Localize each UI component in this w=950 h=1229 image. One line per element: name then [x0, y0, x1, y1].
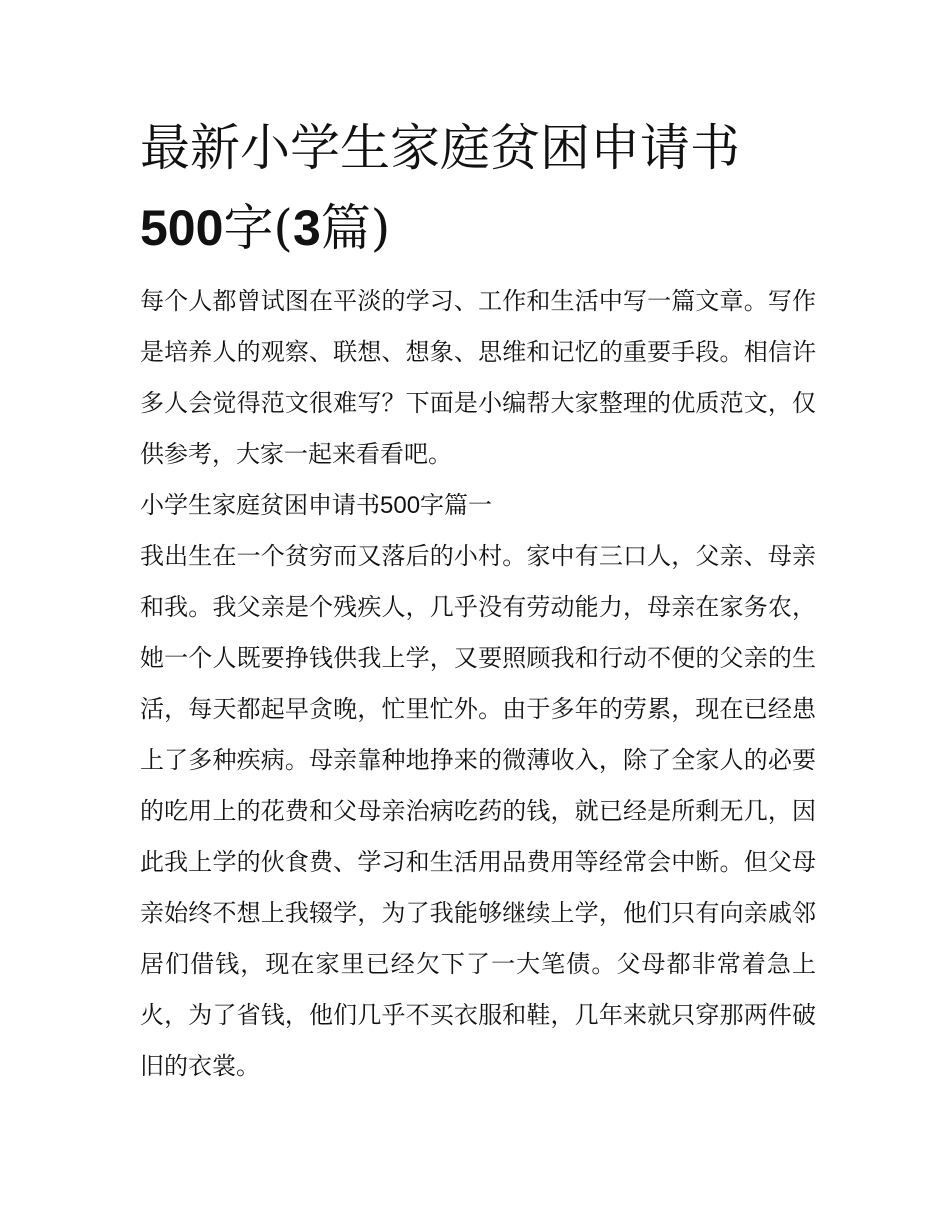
title-number: 500	[140, 200, 224, 256]
title-char-count-label: 字(	[223, 199, 293, 257]
intro-paragraph: 每个人都曾试图在平淡的学习、工作和生活中写一篇文章。写作是培养人的观察、联想、想象、思维和记忆的重要手段。相信许多人会觉得范文很难写？下面是小编帮大家整理的优质范文，仅供参考，大家一起来看看吧。	[140, 287, 816, 468]
document-title-line1	[140, 118, 830, 178]
section1-heading-text-b: 字篇一	[420, 491, 493, 519]
document-body	[140, 276, 816, 1092]
section1-heading-number: 500	[380, 492, 421, 519]
document-title-line2	[140, 198, 830, 258]
section1-body-paragraph: 我出生在一个贫穷而又落后的小村。家中有三口人，父亲、母亲和我。我父亲是个残疾人，几乎没有劳动能力，母亲在家务农，她一个人既要挣钱供我上学，又要照顾我和行动不便的父亲的生活，每天都起早贪晚，忙里忙外。由于多年的劳累，现在已经患上了多种疾病。母亲靠种地挣来的微薄收入，除了全家人的必要的吃用上的花费和父母亲治病吃药的钱，就已经是所剩无几，因此我上学的伙食费、学习和生活用品费用等经常会中断。但父母亲始终不想上我辍学，为了我能够继续上学，他们只有向亲戚邻居们借钱，现在家里已经欠下了一大笔债。父母都非常着急上火，为了省钱，他们几乎不买衣服和鞋，几年来就只穿那两件破旧的衣裳。	[140, 542, 816, 1080]
title-text: 最新小学生家庭贫困申请书	[140, 119, 740, 177]
section1-heading-text-a: 小学生家庭贫困申请书	[140, 491, 380, 519]
section1-heading	[140, 480, 816, 531]
title-article-count: 3	[292, 200, 321, 256]
title-article-unit: 篇)	[320, 199, 391, 257]
